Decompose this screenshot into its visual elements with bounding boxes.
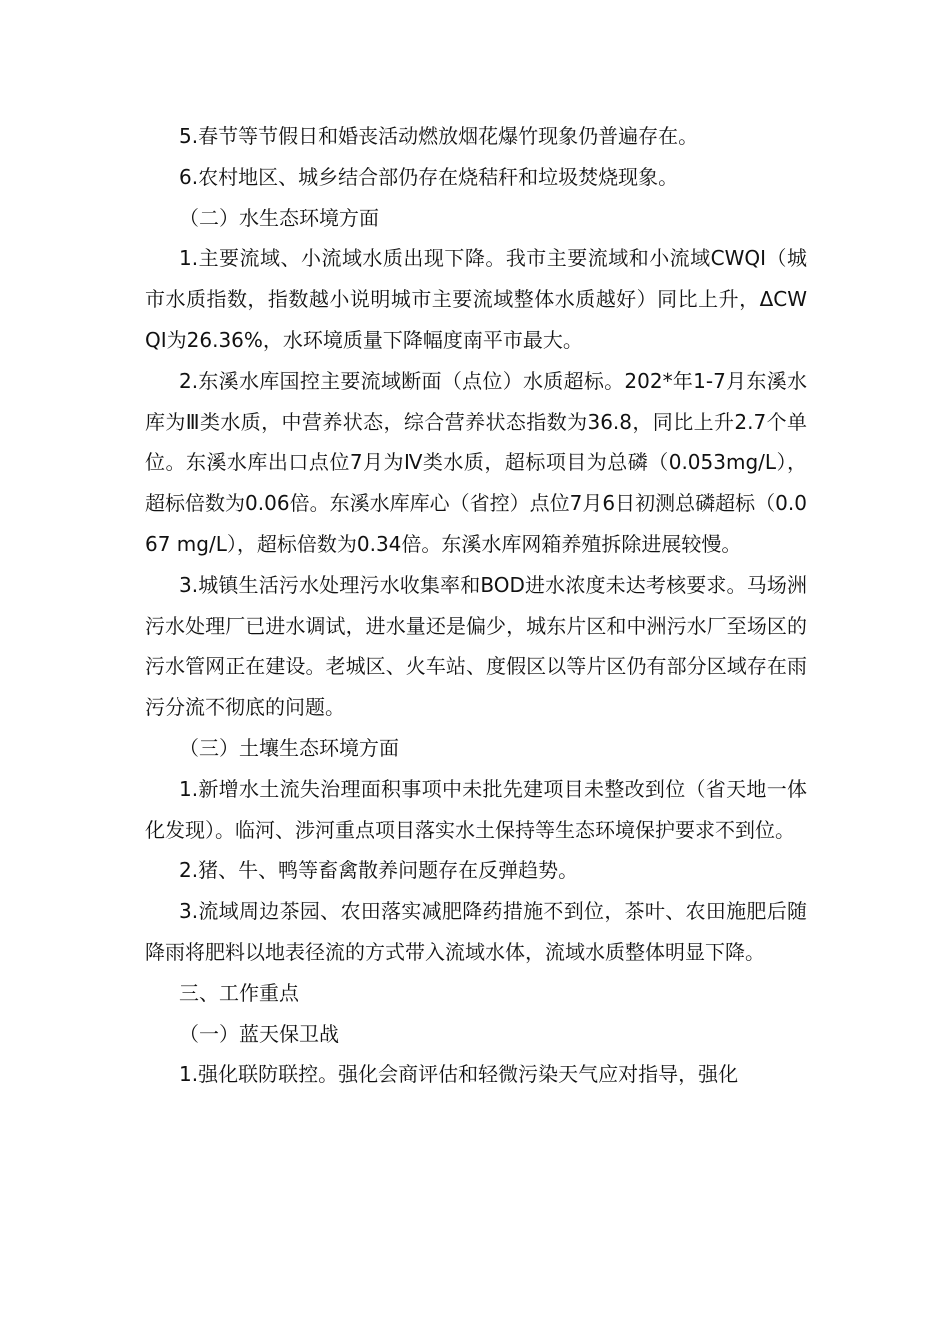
paragraph-sewage-treatment: 3.城镇生活污水处理污水收集率和BOD进水浓度未达考核要求。马场洲污水处理厂已进水调试，进水量还是偏少，城东片区和中洲污水厂至场区的污水管网正在建设。老城区、火车站、度假区以等片区仍有部分区域存在雨污分流不彻底的问题。 xyxy=(145,572,807,720)
paragraph-soil-erosion: 1.新增水土流失治理面积事项中未批先建项目未整改到位（省天地一体化发现）。临河、涉河重点项目落实水土保持等生态环境保护要求不到位。 xyxy=(145,776,807,842)
paragraph-water-quality-decline: 1.主要流域、小流域水质出现下降。我市主要流域和小流域CWQI（城市水质指数，指数越小说明城市主要流域整体水质越好）同比上升，ΔCWQI为26.36%，水环境质量下降幅度南平市最大。 xyxy=(145,246,807,352)
paragraph-dongxi-reservoir: 2.东溪水库国控主要流域断面（点位）水质超标。202*年1-7月东溪水库为Ⅲ类水质，中营养状态，综合营养状态指数为36.8，同比上升2.7个单位。东溪水库出口点位7月为Ⅳ类水质，超标项目为总磷（0.053mg/L），超标倍数为0.06倍。东溪水库库心（省控）点位7月6日初测总磷超标（0.067 mg/L），超标倍数为0.34倍。东溪水库网箱养殖拆除进展较慢。 xyxy=(145,368,807,556)
paragraph-fireworks: 5.春节等节假日和婚丧活动燃放烟花爆竹现象仍普遍存在。 xyxy=(179,124,699,148)
section-heading-soil: （三）土壤生态环境方面 xyxy=(179,735,399,760)
section-heading-water: （二）水生态环境方面 xyxy=(179,205,379,230)
section-heading-blue-sky: （一）蓝天保卫战 xyxy=(179,1021,339,1046)
paragraph-joint-control: 1.强化联防联控。强化会商评估和轻微污染天气应对指导，强化 xyxy=(179,1062,739,1087)
paragraph-straw-burning: 6.农村地区、城乡结合部仍存在烧秸秆和垃圾焚烧现象。 xyxy=(179,164,679,189)
paragraph-livestock: 2.猪、牛、鸭等畜禽散养问题存在反弹趋势。 xyxy=(179,858,579,883)
section-heading-work-focus: 三、工作重点 xyxy=(179,980,299,1005)
document-body xyxy=(145,116,807,1095)
paragraph-fertilizer: 3.流域周边茶园、农田落实减肥降药措施不到位，茶叶、农田施肥后随降雨将肥料以地表径流的方式带入流域水体，流域水质整体明显下降。 xyxy=(145,899,807,964)
